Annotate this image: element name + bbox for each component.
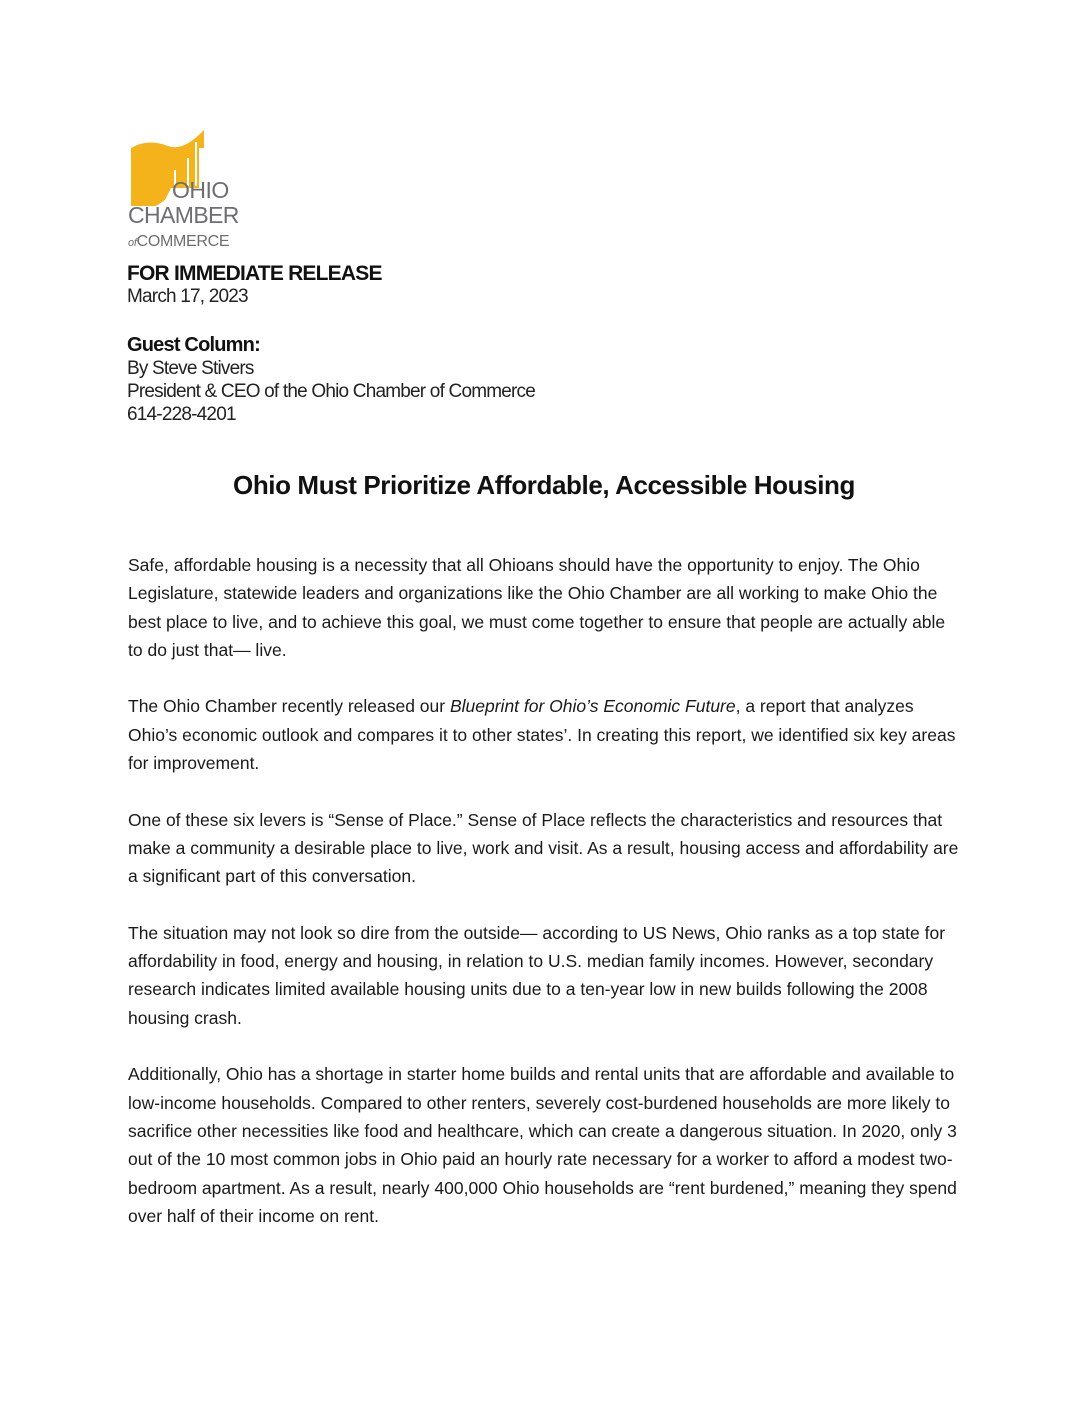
release-date: March 17, 2023: [127, 286, 248, 307]
paragraph-1: Safe, affordable housing is a necessity that all Ohioans should have the opportunity to enjoy. The Ohio Legislature, statewide leaders and organizations like the Ohio Chamber are all working to make Ohio the best place to live, and to achieve this goal, we must come together to ensure that people are actually able to do just that— live.: [128, 555, 946, 660]
report-title: Blueprint for Ohio’s Economic Future: [449, 696, 736, 717]
paragraph-3: One of these six levers is “Sense of Place.” Sense of Place reflects the characteristics and resources that make a community a desirable place to live, work and visit. As a result, housing access and affordability are a significant part of this conversation.: [128, 809, 959, 887]
guest-column-label: Guest Column:: [127, 334, 260, 356]
guest-column-block: [127, 333, 535, 426]
paragraph-2: [128, 692, 964, 777]
logo-word-ohio: OHIO: [172, 177, 229, 203]
logo-word-chamber: CHAMBER: [128, 202, 239, 228]
paragraph-5: Additionally, Ohio has a shortage in starter home builds and rental units that are affordable and available to low-income households. Compared to other renters, severely cost-burdened households are more likely to sacrifice other necessities like food and healthcare, which can create a dangerous situation. In 2020, only 3 out of the 10 most common jobs in Ohio paid an hourly rate necessary for a worker to afford a modest two-bedroom apartment. As a result, nearly 400,000 Ohio households are “rent burdened,” meaning they spend over half of their income on rent.: [128, 1064, 957, 1226]
article-body: [128, 551, 964, 1258]
paragraph-4: The situation may not look so dire from the outside— according to US News, Ohio ranks as a top state for affordability in food, energy and housing, in relation to U.S. median family incomes. However, secondary research indicates limited available housing units due to a ten-year low in new builds following the 2008 housing crash.: [128, 922, 946, 1028]
paragraph-2-end: , a report that analyzes Ohio’s economic outlook and compares it to other states’. In creating this report, we identified six key areas for improvement.: [128, 696, 956, 774]
article-headline: Ohio Must Prioritize Affordable, Accessible Housing: [233, 470, 855, 500]
author-title: President & CEO of the Ohio Chamber of Commerce: [127, 381, 536, 402]
logo-word-commerce-text: COMMERCE: [136, 233, 230, 250]
contact-phone: 614-228-4201: [127, 404, 236, 425]
paragraph-2-start: The Ohio Chamber recently released our: [128, 696, 450, 717]
ohio-chamber-logo: [128, 128, 248, 254]
logo-word-of: of: [128, 237, 137, 249]
logo-word-commerce: [128, 233, 229, 252]
byline: By Steve Stivers: [127, 358, 254, 379]
release-label: FOR IMMEDIATE RELEASE: [127, 262, 382, 285]
release-block: [127, 262, 382, 308]
